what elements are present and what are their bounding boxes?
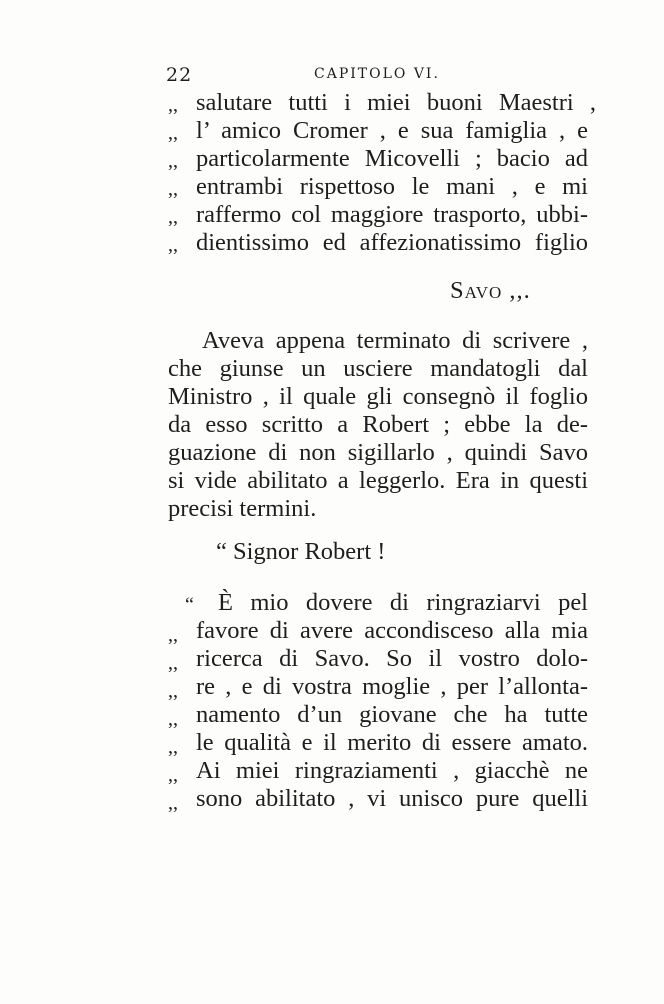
text-line: entrambi rispettoso le mani , e mi [196,173,588,200]
quote-mark: ,, [168,652,178,674]
quote-mark: ,, [168,764,178,786]
page-number: 22 [166,64,193,86]
text-line: che giunse un usciere mandatogli dal [168,355,588,382]
quote-mark: ,, [168,178,178,200]
text-line: Ministro , il quale gli consegnò il foglio [168,383,588,410]
text-line: Ai miei ringraziamenti , giacchè ne [196,757,588,784]
text-line: namento d’un giovane che ha tutte [196,701,588,728]
quote-mark: ,, [168,792,178,814]
quote-mark: ,, [168,122,178,144]
text-line: da esso scritto a Robert ; ebbe la de- [168,411,588,438]
text-line: si vide abilitato a leggerlo. Era in questi [168,467,588,494]
text-line: favore di avere accondisceso alla mia [196,617,588,644]
quote-mark: ,, [168,624,178,646]
text-line: particolarmente Micovelli ; bacio ad [196,145,588,172]
text-line: l’ amico Cromer , e sua famiglia , e [196,117,588,144]
text-line: raffermo col maggiore trasporto, ubbi- [196,201,588,228]
running-head: CAPITOLO VI. [314,66,440,82]
text-line: dientissimo ed affezionatissimo figlio [196,229,588,256]
quote-mark: ,, [168,234,178,256]
quote-mark: ,, [168,680,178,702]
text-line: le qualità e il merito di essere amato. [196,729,588,756]
text-line: guazione di non sigillarlo , quindi Savo [168,439,588,466]
quote-mark: ,, [168,94,178,116]
text-line: precisi termini. [168,495,317,522]
open-quote: “ [185,594,194,616]
text-line: re , e di vostra moglie , per l’allonta- [196,673,588,700]
signature: Savo ,,. [450,277,531,304]
page-header [166,62,596,88]
text-line: È mio dovere di ringraziarvi pel [218,589,588,616]
quote-mark: ,, [168,708,178,730]
quote-mark: ,, [168,736,178,758]
quote-mark: ,, [168,206,178,228]
text-line: sono abilitato , vi unisco pure quelli [196,785,588,812]
text-line: salutare tutti i miei buoni Maestri , [196,89,596,116]
text-line: Aveva appena terminato di scrivere , [202,327,588,354]
salutation: “ Signor Robert ! [216,538,386,565]
quote-mark: ,, [168,150,178,172]
text-line: ricerca di Savo. So il vostro dolo- [196,645,588,672]
